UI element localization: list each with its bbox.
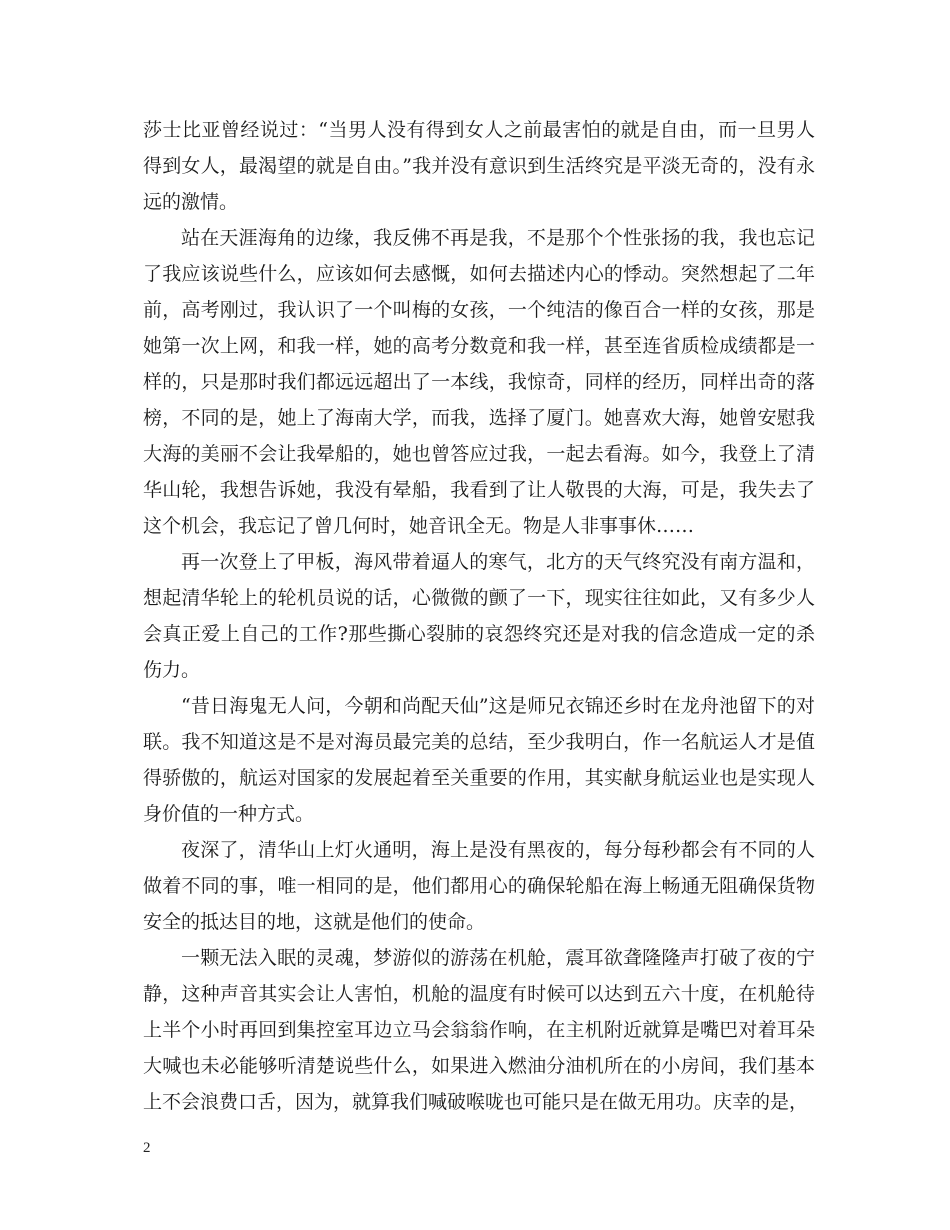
paragraph-2: 站在天涯海角的边缘，我反佛不再是我，不是那个个性张扬的我，我也忘记了我应该说些什么，应该如何去感慨，如何去描述内心的悸动。突然想起了二年前，高考刚过，我认识了一个叫梅的女孩，一个纯洁的像百合一样的女孩，那是她第一次上网，和我一样，她的高考分数竟和我一样，甚至连省质检成绩都是一样的，只是那时我们都远远超出了一本线，我惊奇，同样的经历，同样出奇的落榜，不同的是，她上了海南大学，而我，选择了厦门。她喜欢大海，她曾安慰我大海的美丽不会让我晕船的，她也曾答应过我，一起去看海。如今，我登上了清华山轮，我想告诉她，我没有晕船，我看到了让人敬畏的大海，可是，我失去了这个机会，我忘记了曾几何时，她音讯全无。物是人非事事休…… (143, 227, 815, 537)
paragraph-5: 夜深了，清华山上灯火通明，海上是没有黑夜的，每分每秒都会有不同的人做着不同的事，唯一相同的是，他们都用心的确保轮船在海上畅通无阻确保货物安全的抵达目的地，这就是他们的使命。 (143, 839, 815, 933)
paragraph-3: 再一次登上了甲板，海风带着逼人的寒气，北方的天气终究没有南方温和，想起清华轮上的轮机员说的话，心微微的颤了一下，现实往往如此，又有多少人会真正爱上自己的工作?那些撕心裂肺的哀怨终究还是对我的信念造成一定的杀伤力。 (143, 551, 815, 681)
paragraph-1: 莎士比亚曾经说过：“当男人没有得到女人之前最害怕的就是自由，而一旦男人得到女人，最渴望的就是自由。”我并没有意识到生活终究是平淡无奇的，没有永远的激情。 (143, 119, 815, 213)
body-text (143, 112, 815, 1120)
page-number: 2 (143, 1140, 151, 1156)
paragraph-6: 一颗无法入眠的灵魂，梦游似的游荡在机舱，震耳欲聋隆隆声打破了夜的宁静，这种声音其实会让人害怕，机舱的温度有时候可以达到五六十度，在机舱待上半个小时再回到集控室耳边立马会翁翁作响，在主机附近就算是嘴巴对着耳朵大喊也未必能够听清楚说些什么，如果进入燃油分油机所在的小房间，我们基本上不会浪费口舌，因为，就算我们喊破喉咙也可能只是在做无用功。庆幸的是， (143, 947, 815, 1113)
paragraph-4: “昔日海鬼无人问，今朝和尚配天仙”这是师兄衣锦还乡时在龙舟池留下的对联。我不知道这是不是对海员最完美的总结，至少我明白，作一名航运人才是值得骄傲的，航运对国家的发展起着至关重要的作用，其实献身航运业也是实现人身价值的一种方式。 (143, 695, 815, 825)
